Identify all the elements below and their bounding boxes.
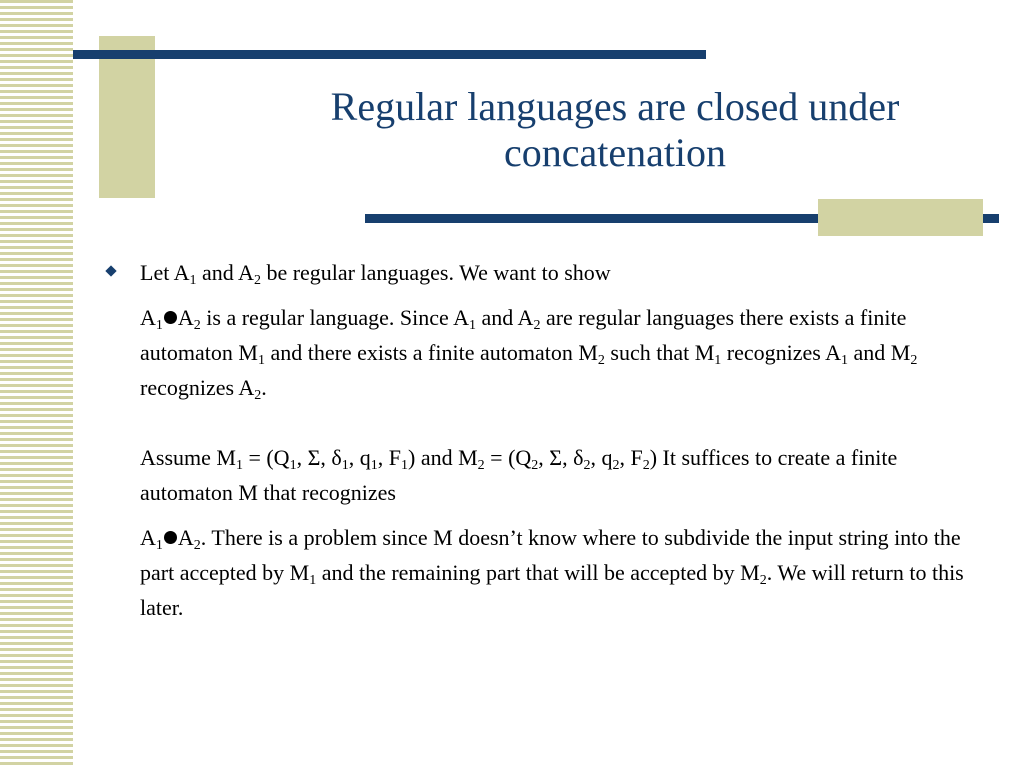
subscript: 2 — [193, 538, 201, 553]
paragraph-assume — [105, 440, 985, 510]
subscript: 1 — [341, 458, 349, 473]
subscript: 1 — [401, 458, 408, 473]
subscript: 2 — [597, 353, 605, 368]
text-run: such that M — [604, 340, 715, 365]
text-run: and M — [848, 340, 911, 365]
concatenation-dot-icon — [164, 531, 177, 544]
text-run: ) It suffices to create a finite automaton M that recognizes — [140, 445, 898, 505]
title-accent-block-right — [818, 199, 983, 236]
title-top-rule — [73, 50, 706, 59]
text-run: , q — [348, 445, 371, 470]
text-run: . We will return to this later. — [140, 560, 964, 620]
text-run: and A — [475, 305, 534, 330]
subscript: 1 — [309, 573, 317, 588]
text-run: and there exists a finite automaton M — [264, 340, 598, 365]
subscript: 1 — [155, 318, 163, 333]
subscript: 2 — [759, 573, 767, 588]
subscript: 1 — [289, 458, 297, 473]
concatenation-dot-icon — [164, 311, 177, 324]
text-run: A — [177, 525, 194, 550]
subscript: 1 — [189, 273, 197, 288]
paragraph-let — [105, 255, 985, 290]
text-run: A — [140, 525, 156, 550]
text-run: and the remaining part that will be accepted by M — [316, 560, 760, 585]
subscript: 1 — [714, 353, 722, 368]
text-run: ) and M — [408, 445, 478, 470]
text-run: and A — [196, 260, 254, 285]
text-run: , F — [619, 445, 643, 470]
subscript: 1 — [468, 318, 476, 333]
text-run: , Σ, δ — [296, 445, 342, 470]
subscript: 1 — [257, 353, 265, 368]
subscript: 1 — [155, 538, 163, 553]
subscript: 2 — [477, 458, 485, 473]
decorative-stripe-band — [0, 0, 73, 768]
subscript: 2 — [612, 458, 620, 473]
subscript: 1 — [841, 353, 849, 368]
text-run: Let A — [140, 260, 190, 285]
subscript: 2 — [253, 273, 261, 288]
text-run: = (Q — [242, 445, 290, 470]
subscript: 2 — [531, 458, 539, 473]
slide-body — [105, 255, 985, 625]
subscript: 2 — [642, 458, 650, 473]
text-run: is a regular language. Since A — [200, 305, 469, 330]
text-run: , Σ, δ — [538, 445, 584, 470]
text-run: . There is a problem since M doesn’t know where to subdivide the input string into the part accepted by M — [140, 525, 961, 585]
text-run: be regular languages. We want to show — [260, 260, 611, 285]
text-run: , F — [377, 445, 401, 470]
subscript: 2 — [910, 353, 918, 368]
text-run: A — [177, 305, 194, 330]
text-run: recognizes A — [721, 340, 842, 365]
subscript: 1 — [370, 458, 378, 473]
text-run: recognizes A — [140, 375, 255, 400]
slide-title-line-1: Regular languages are closed under — [330, 84, 900, 129]
paragraph-problem — [105, 520, 985, 625]
text-run: A — [140, 305, 156, 330]
text-run: . — [261, 375, 267, 400]
paragraph-since — [105, 300, 985, 405]
slide-title — [180, 84, 1024, 176]
subscript: 2 — [254, 388, 262, 403]
paragraph-spacer — [105, 405, 985, 440]
subscript: 1 — [235, 458, 243, 473]
subscript: 2 — [533, 318, 541, 333]
text-run: = (Q — [484, 445, 532, 470]
slide-title-line-2: concatenation — [503, 130, 727, 175]
subscript: 2 — [193, 318, 201, 333]
text-run: , q — [590, 445, 613, 470]
text-run: are regular languages there exists a finite automaton M — [140, 305, 907, 365]
subscript: 2 — [583, 458, 591, 473]
title-accent-block — [99, 36, 155, 198]
text-run: Assume M — [140, 445, 236, 470]
